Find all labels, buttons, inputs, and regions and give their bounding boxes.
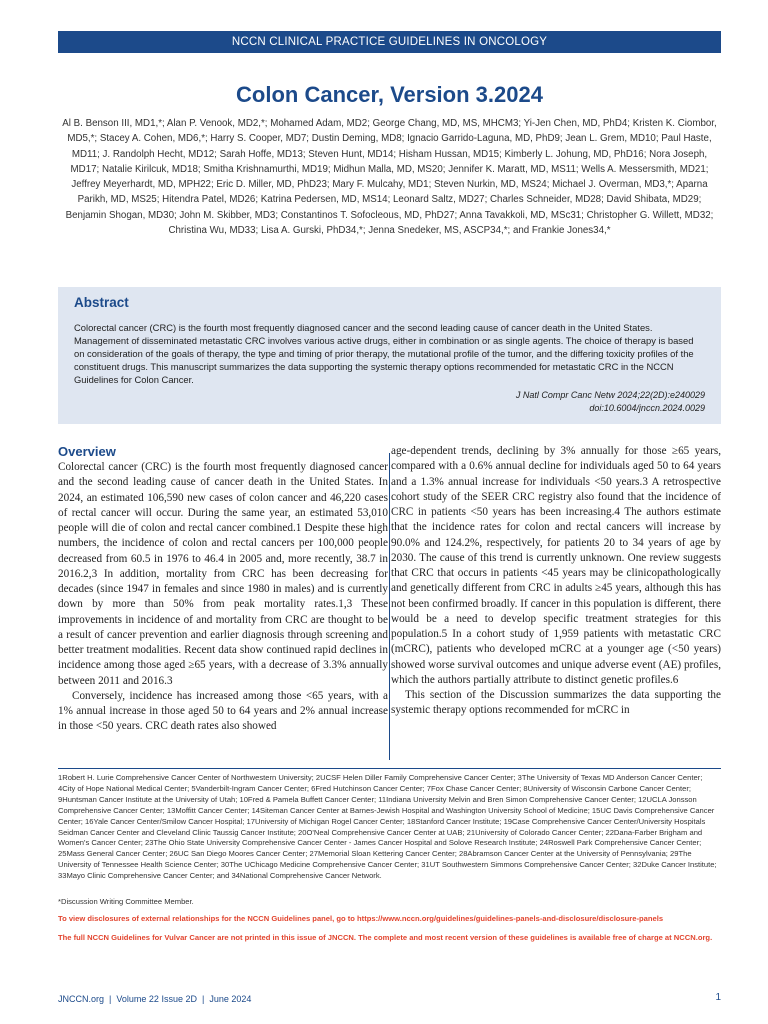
body-column-right: [391, 444, 721, 719]
disclosure-link[interactable]: To view disclosures of external relationships for the NCCN Guidelines panel, go to https://www.nccn.org/guidelines/guidelines-panels-and-disclosure/disclosure-panels: [58, 914, 664, 923]
committee-footnote: *Discussion Writing Committee Member.: [58, 897, 194, 906]
paragraph-right-2: This section of the Discussion summarizes the data supporting the systemic therapy options recommended for mCRC in: [391, 689, 721, 717]
journal-banner: NCCN CLINICAL PRACTICE GUIDELINES IN ONCOLOGY: [58, 31, 721, 53]
overview-heading: Overview: [58, 444, 116, 459]
abstract-box: [58, 287, 721, 424]
page-footer: [58, 993, 251, 1005]
author-list: Al B. Benson III, MD1,*; Alan P. Venook, MD2,*; Mohamed Adam, MD2; George Chang, MD, MS, MHCM3; Yi-Jen Chen, MD, PhD4; Kristen K. Ciombor, MD5,*; Stacey A. Cohen, MD6,*; Harry S. Cooper, MD7; Dustin Deming, MD8; Ignacio Garrido-Laguna, MD, PhD9; Jean L. Grem, MD10; Paul Haste, MD11; J. Randolph Hecht, MD12; Sarah Hoffe, MD13; Steven Hunt, MD14; Hisham Hussan, MD15; Kimberly L. Johung, MD, PhD16; Nora Joseph, MD17; Natalie Kirilcuk, MD18; Smitha Krishnamurthi, MD19; Midhun Malla, MD, MS20; Jennifer K. Maratt, MD, MS11; Wells A. Messersmith, MD21; Jeffrey Meyerhardt, MD, MPH22; Eric D. Miller, MD, PhD23; Mary F. Mulcahy, MD1; Steven Nurkin, MD, MS24; Michael J. Overman, MD3,*; Aparna Parikh, MD, MS25; Hitendra Patel, MD26; Katrina Pedersen, MD, MS14; Leonard Saltz, MD27; Charles Schneider, MD28; David Shibata, MD29; Benjamin Shogan, MD30; John M. Skibber, MD3; Constantinos T. Sofocleous, MD, PhD27; Anna Tavakkoli, MD, MSc31; Christopher G. Willett, MD32; Christina Wu, MD33; Lisa A. Gurski, PhD34,*; Jenna Snedeker, MS, ASCP34,*; and Frankie Jones34,*: [62, 118, 717, 237]
citation-doi: doi:10.6004/jnccn.2024.0029: [589, 403, 705, 413]
footer-separator: |: [106, 994, 114, 1004]
footer-volume: Volume 22: [116, 994, 159, 1004]
paragraph-right-1: age-dependent trends, declining by 3% annually for those ≥65 years, compared with a 0.6% annual decline for individuals aged 50 to 64 years and a 1.3% annual increase for individuals <50 years.3 A retrospective cohort study of the SEER CRC registry also found that the incidence of CRC in patients <50 years has been increasing.4 The authors estimate that the incidence rates for colon and rectal cancers will increase by 90.0% and 124.2%, respectively, for patients 20 to 34 years of age by 2030. The cause of this trend is currently unknown. One review suggests that CRC that occurs in patients <45 years may be clinicopathologically and genetically different from CRC in adults ≥45 years, although this has not been confirmed broadly. If cancer in this population is different, there would be a need to develop specific treatment strategies for this population.5 In a cohort study of 1,959 patients with metastatic CRC (mCRC), patients who developed mCRC at a younger age (<50 years) showed worse survival outcomes and unique adverse event (AE) profiles, which the authors partially attribute to distinct genetic profiles.6: [391, 445, 721, 686]
page-number: 1: [715, 992, 721, 1003]
paragraph-left-2: Conversely, incidence has increased among those <65 years, with a 1% annual increase in those aged 50 to 64 years and 2% annual increase in those <50 years. CRC death rates also showed: [58, 689, 388, 733]
guidelines-notice: The full NCCN Guidelines for Vulvar Cancer are not printed in this issue of JNCCN. The complete and most recent version of these guidelines is available free of charge at NCCN.org.: [58, 933, 713, 942]
article-title: Colon Cancer, Version 3.2024: [236, 82, 543, 107]
footnote-rule: [58, 768, 721, 769]
abstract-body: Colorectal cancer (CRC) is the fourth most frequently diagnosed cancer and the second leading cause of cancer death in the United States. Management of disseminated metastatic CRC involves various active drugs, either in combination or as single agents. The choice of therapy is based on consideration of the goals of therapy, the type and timing of prior therapy, the mutational profile of the tumor, and the differing toxicity profiles of the constituent drugs. This manuscript summarizes the data supporting the systemic therapy options recommended for metastatic CRC in the NCCN Guidelines for Colon Cancer.: [74, 322, 694, 385]
abstract-heading: Abstract: [74, 295, 129, 310]
citation-reference: J Natl Compr Canc Netw 2024;22(2D):e240029: [515, 390, 705, 400]
footer-issue: Issue 2D: [161, 994, 197, 1004]
column-divider: [389, 453, 390, 760]
footer-separator: |: [199, 994, 207, 1004]
footer-date: June 2024: [209, 994, 252, 1004]
body-column-left: [58, 443, 388, 735]
affiliations-footnote: 1Robert H. Lurie Comprehensive Cancer Center of Northwestern University; 2UCSF Helen Diller Family Comprehensive Cancer Center; 3The University of Texas MD Anderson Cancer Center; 4City of Hope National Medical Center; 5Vanderbilt-Ingram Cancer Center; 6Fred Hutchinson Cancer Center; 7Fox Chase Cancer Center; 8University of Wisconsin Carbone Cancer Center; 9Huntsman Cancer Institute at the University of Utah; 10Fred & Pamela Buffett Cancer Center; 11Indiana University Melvin and Bren Simon Comprehensive Cancer Center; 12UCLA Jonsson Comprehensive Cancer Center; 13Moffitt Cancer Center; 14Siteman Cancer Center at Barnes-Jewish Hospital and Washington University School of Medicine; 15UC Davis Comprehensive Cancer Center; 16Yale Cancer Center/Smilow Cancer Hospital; 17University of Michigan Rogel Cancer Center; 18Stanford Cancer Institute; 19Case Comprehensive Cancer Center/University Hospitals Seidman Cancer Center and Cleveland Clinic Taussig Cancer Institute; 20O'Neal Comprehensive Cancer Center at UAB; 21University of Colorado Cancer Center; 22Dana-Farber Brigham and Women's Cancer Center; 23The Ohio State University Comprehensive Cancer Center - James Cancer Hospital and Solove Research Institute; 24Roswell Park Comprehensive Cancer Center; 25Mass General Cancer Center; 26UC San Diego Moores Cancer Center; 27Memorial Sloan Kettering Cancer Center; 28Abramson Cancer Center at the University of Pennsylvania; 29The University of Tennessee Health Science Center; 30The UChicago Medicine Comprehensive Cancer Center; 31UT Southwestern Simmons Comprehensive Cancer Center; 32Duke Cancer Institute; 33Mayo Clinic Comprehensive Cancer Center; and 34National Comprehensive Cancer Network.: [58, 773, 717, 881]
paragraph-left-1: Colorectal cancer (CRC) is the fourth most frequently diagnosed cancer and the second leading cause of cancer death in the United States. In 2024, an estimated 106,590 new cases of colon cancer and 46,220 cases of rectal cancer will occur. During the same year, an estimated 53,010 people will die of colon and rectal cancer combined.1 Despite these high numbers, the incidence of colon and rectal cancers per 100,000 people decreased from 60.5 in 1976 to 46.4 in 2005 and, more recently, 38.7 in 2016.2,3 In addition, mortality from CRC has been decreasing for decades (since 1947 in females and since 1980 in males) and is currently down by more than 50% from peak mortality rates.1,3 These improvements in incidence of and mortality from CRC are thought to be a result of cancer prevention and earlier diagnosis through screening and better treatment modalities. Recent data show continued rapid declines in incidence among those aged ≥65 years, with a decrease of 3.3% annually between 2011 and 2016.3: [58, 461, 388, 687]
footer-journal[interactable]: JNCCN.org: [58, 994, 105, 1004]
citation: [74, 389, 705, 415]
